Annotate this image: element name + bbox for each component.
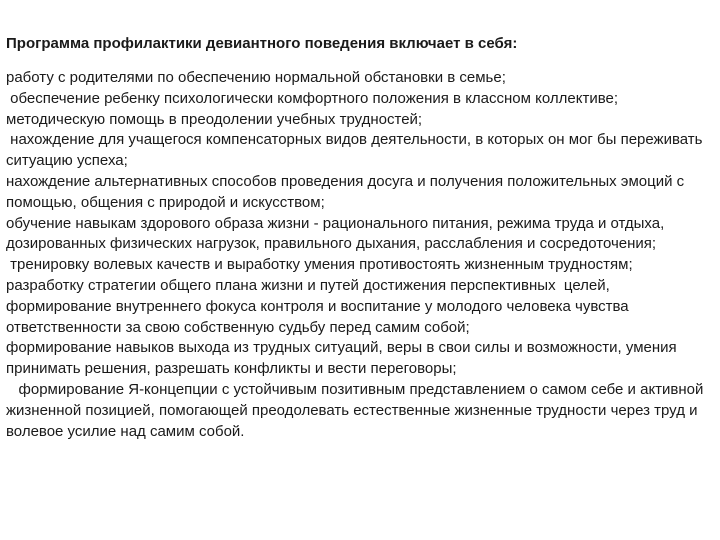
list-item: нахождение альтернативных способов проведения досуга и получения положительных эмоций с помощью, общения с природой и искусством;: [6, 172, 689, 211]
list-item: методическую помощь в преодолении учебных трудностей;: [6, 110, 423, 128]
list-item: нахождение для учащегося компенсаторных видов деятельности, в которых он мог бы переживать ситуацию успеха;: [6, 131, 707, 170]
list-item: формирование навыков выхода из трудных ситуаций, веры в свои силы и возможности, умения принимать решения, разрешать конфликты и вести переговоры;: [6, 339, 681, 378]
document-title: Программа профилактики девиантного поведения включает в себя:: [6, 35, 518, 52]
document-body: [6, 34, 714, 442]
list-item: работу с родителями по обеспечению нормальной обстановки в семье;: [6, 69, 506, 86]
list-item: обучение навыкам здорового образа жизни - рационального питания, режима труда и отдыха, дозированных физических нагрузок, правильного дыхания, расслабления и сосредоточения;: [6, 214, 669, 253]
prevention-program-list: [6, 68, 714, 442]
list-item: формирование Я-концепции с устойчивым позитивным представлением о самом себе и активной жизненной позицией, помогающей преодолевать естественные жизненные трудности через труд и волевое усилие над самим собой.: [6, 380, 708, 440]
list-item: обеспечение ребенку психологически комфортного положения в классном коллективе;: [6, 89, 619, 107]
list-item: тренировку волевых качеств и выработку умения противостоять жизненным трудностям;: [6, 256, 633, 274]
list-item: разработку стратегии общего плана жизни и путей достижения перспективных целей, формирование внутреннего фокуса контроля и воспитание у молодого человека чувства ответственности за свою собственную судьбу перед самим собой;: [6, 276, 633, 336]
